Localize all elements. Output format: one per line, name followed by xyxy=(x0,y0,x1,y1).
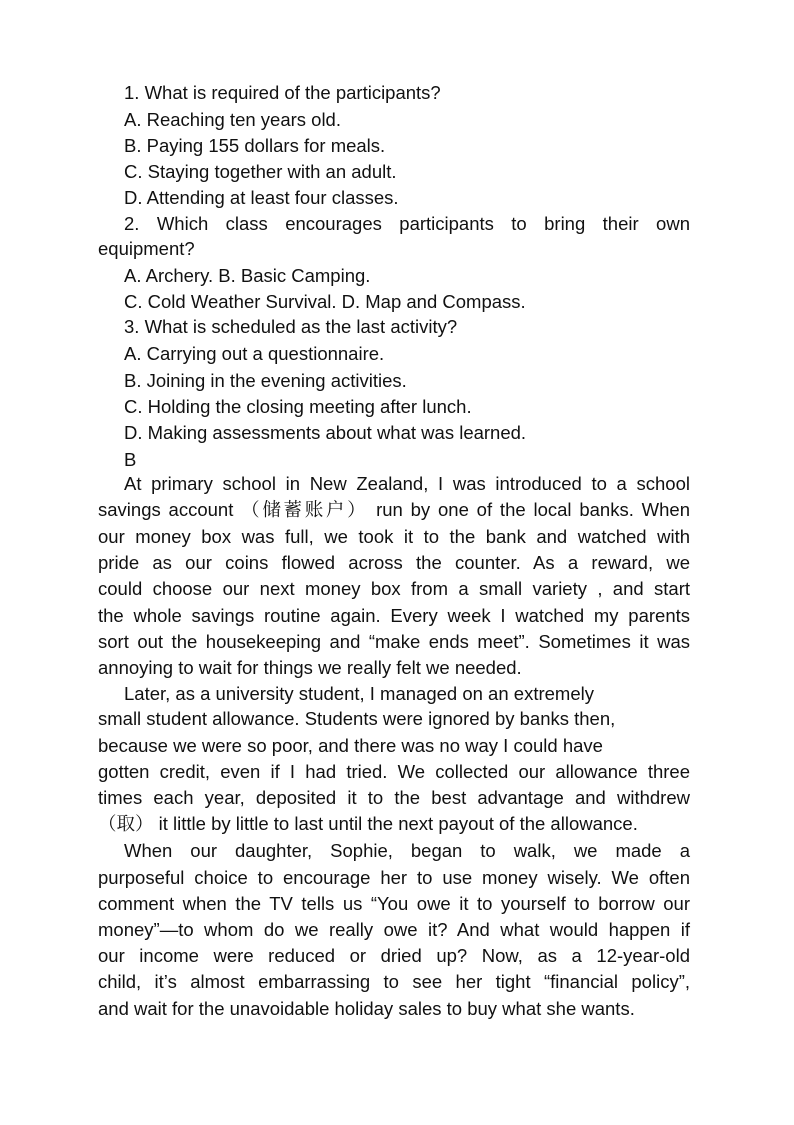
passage-line: could choose our next money box from a small variety , and start xyxy=(98,578,690,599)
question-2-stem-line-1: 2. Which class encourages participants to bring their own xyxy=(124,213,690,234)
passage-line: purposeful choice to encourage her to use money wisely. We often xyxy=(98,867,690,888)
question-1-option-c: C. Staying together with an adult. xyxy=(124,161,397,182)
passage-line: small student allowance. Students were ignored by banks then, xyxy=(98,708,616,729)
passage-line: our income were reduced or dried up? Now, as a 12-year-old xyxy=(98,945,690,966)
question-2-option-cd: C. Cold Weather Survival. D. Map and Compass. xyxy=(124,291,526,312)
question-3-option-a: A. Carrying out a questionnaire. xyxy=(124,343,385,364)
question-3-stem: 3. What is scheduled as the last activity? xyxy=(124,316,458,337)
passage-line: annoying to wait for things we really felt we needed. xyxy=(98,657,522,678)
passage-line: When our daughter, Sophie, began to walk, we made a xyxy=(124,840,690,861)
passage-line: child, it’s almost embarrassing to see her tight “financial policy”, xyxy=(98,971,690,992)
section-label: B xyxy=(124,449,137,470)
passage-line: gotten credit, even if I had tried. We collected our allowance three xyxy=(98,761,690,782)
passage-line: the whole savings routine again. Every week I watched my parents xyxy=(98,605,690,626)
question-3-option-b: B. Joining in the evening activities. xyxy=(124,370,407,391)
passage-line: （取） it little by little to last until the next payout of the allowance. xyxy=(98,813,638,834)
question-2-stem-line-2: equipment? xyxy=(98,238,195,259)
question-1-option-a: A. Reaching ten years old. xyxy=(124,109,341,130)
passage-line: Later, as a university student, I managed on an extremely xyxy=(124,683,594,704)
passage-line: our money box was full, we took it to the bank and watched with xyxy=(98,526,690,547)
question-3-option-c: C. Holding the closing meeting after lunch. xyxy=(124,396,472,417)
question-1-stem: 1. What is required of the participants? xyxy=(124,82,441,103)
passage-line: savings account （储蓄账户） run by one of the local banks. When xyxy=(98,499,690,520)
question-3-option-d: D. Making assessments about what was learned. xyxy=(124,422,527,443)
question-1-option-b: B. Paying 155 dollars for meals. xyxy=(124,135,386,156)
question-1-option-d: D. Attending at least four classes. xyxy=(124,187,399,208)
passage-line: pride as our coins flowed across the counter. As a reward, we xyxy=(98,552,690,573)
passage-line: At primary school in New Zealand, I was introduced to a school xyxy=(124,473,690,494)
passage-line: money”—to whom do we really owe it? And what would happen if xyxy=(98,919,690,940)
passage-line: sort out the housekeeping and “make ends meet”. Sometimes it was xyxy=(98,631,690,652)
passage-line: because we were so poor, and there was no way I could have xyxy=(98,735,603,756)
passage-line: times each year, deposited it to the best advantage and withdrew xyxy=(98,787,690,808)
passage-line: and wait for the unavoidable holiday sales to buy what she wants. xyxy=(98,998,635,1019)
passage-line: comment when the TV tells us “You owe it to yourself to borrow our xyxy=(98,893,690,914)
question-2-option-ab: A. Archery. B. Basic Camping. xyxy=(124,265,371,286)
